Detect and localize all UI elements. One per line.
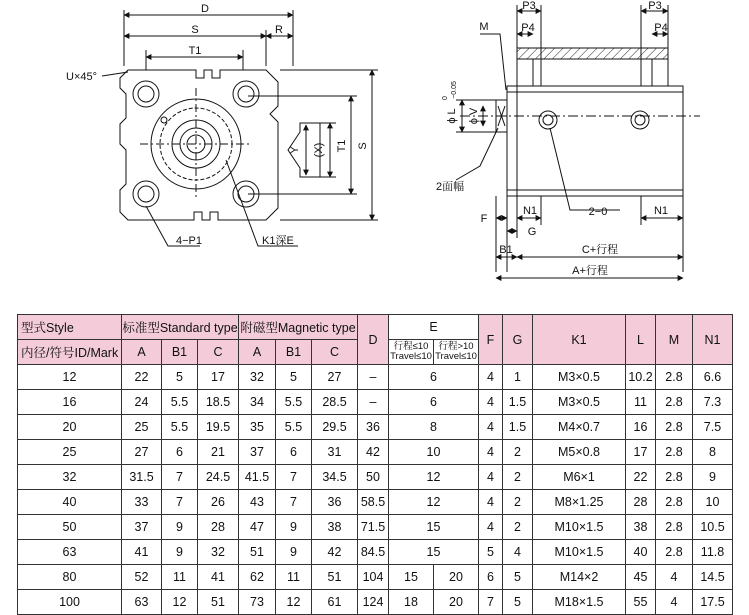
cell-mb1: 11 (276, 565, 312, 590)
header-m: M (656, 315, 693, 365)
cell-m: 4 (656, 590, 693, 615)
cell-k1: M6×1 (533, 465, 626, 490)
cell-a: 24 (122, 390, 162, 415)
cell-e1: 15 (389, 565, 434, 590)
cell-g: 2 (503, 515, 533, 540)
cell-g: 5 (503, 565, 533, 590)
table-body (18, 365, 733, 615)
cell-c: 24.5 (198, 465, 239, 490)
cell-e: 12 (389, 490, 479, 515)
cell-mb1: 7 (276, 465, 312, 490)
header-d: D (358, 315, 389, 365)
cell-g: 2 (503, 440, 533, 465)
cell-b1: 9 (162, 515, 198, 540)
dim-f: F (480, 213, 488, 225)
cell-m: 2.8 (656, 490, 693, 515)
cell-bore: 12 (18, 365, 122, 390)
dim-p3-left: P3 (522, 0, 536, 12)
table-row (18, 365, 733, 390)
dim-phi-l: ϕ L (446, 108, 458, 124)
header-l: L (626, 315, 656, 365)
cell-mc: 42 (312, 540, 358, 565)
cell-n1: 8 (693, 440, 733, 465)
header-e2-line1: 行程>10 (438, 341, 474, 352)
cell-b1: 6 (162, 440, 198, 465)
side-view (456, 5, 700, 278)
cell-l: 11 (626, 390, 656, 415)
cell-b1: 5.5 (162, 390, 198, 415)
cell-l: 45 (626, 565, 656, 590)
cell-g: 2 (503, 465, 533, 490)
cell-d: 58.5 (358, 490, 389, 515)
table-row (18, 490, 733, 515)
cell-m: 4 (656, 565, 693, 590)
cell-ma: 32 (239, 365, 276, 390)
header-mag-b1: B1 (276, 340, 312, 365)
cell-c: 19.5 (198, 415, 239, 440)
cell-ma: 43 (239, 490, 276, 515)
cell-mb1: 7 (276, 490, 312, 515)
dim-p4-right: P4 (654, 22, 668, 34)
cell-mc: 28.5 (312, 390, 358, 415)
cell-ma: 34 (239, 390, 276, 415)
header-mag-a: A (239, 340, 276, 365)
dim-n1-right: N1 (653, 205, 669, 217)
header-row-1 (18, 315, 733, 340)
cell-c: 41 (198, 565, 239, 590)
dim-n1-left: N1 (522, 205, 538, 217)
cell-d: 36 (358, 415, 389, 440)
table-row (18, 515, 733, 540)
cell-f: 4 (479, 365, 503, 390)
cell-mc: 27 (312, 365, 358, 390)
cell-d: 50 (358, 465, 389, 490)
cell-mb1: 6 (276, 440, 312, 465)
cell-f: 7 (479, 590, 503, 615)
cell-g: 5 (503, 590, 533, 615)
header-e1-line1: 行程≤10 (393, 341, 429, 352)
cell-m: 2.8 (656, 390, 693, 415)
table-row (18, 390, 733, 415)
cell-g: 4 (503, 540, 533, 565)
cell-n1: 7.5 (693, 415, 733, 440)
cell-a: 41 (122, 540, 162, 565)
header-style: 型式Style (18, 315, 122, 340)
cell-e2: 20 (434, 590, 479, 615)
cell-a: 37 (122, 515, 162, 540)
cell-f: 4 (479, 515, 503, 540)
cell-k1: M18×1.5 (533, 590, 626, 615)
cell-mb1: 5.5 (276, 390, 312, 415)
cell-c: 21 (198, 440, 239, 465)
cell-bore: 32 (18, 465, 122, 490)
cell-mc: 31 (312, 440, 358, 465)
cell-e1: 18 (389, 590, 434, 615)
header-e-stroke-gt-10 (434, 340, 479, 365)
dim-a-stroke: A+行程 (572, 265, 608, 277)
table-row (18, 415, 733, 440)
label-two-flats: 2面幅 (436, 181, 465, 193)
dim-p4-left: P4 (521, 22, 535, 34)
cell-k1: M3×0.5 (533, 365, 626, 390)
cell-m: 2.8 (656, 515, 693, 540)
header-c: C (198, 340, 239, 365)
cell-e: 15 (389, 540, 479, 565)
label-4-p1: 4−P1 (176, 235, 202, 247)
dim-p3-right: P3 (648, 0, 662, 12)
cell-ma: 73 (239, 590, 276, 615)
cell-e2: 20 (434, 565, 479, 590)
cell-l: 10.2 (626, 365, 656, 390)
cell-mc: 61 (312, 590, 358, 615)
dim-x: (X) (313, 142, 325, 158)
cell-bore: 20 (18, 415, 122, 440)
cell-bore: 16 (18, 390, 122, 415)
cell-b1: 9 (162, 540, 198, 565)
cell-e: 6 (389, 365, 479, 390)
cell-c: 17 (198, 365, 239, 390)
cell-e: 6 (389, 390, 479, 415)
dim-s-side: S (357, 142, 369, 150)
dim-t1-side: T1 (336, 139, 348, 153)
cell-mc: 36 (312, 490, 358, 515)
dim-c-stroke: C+行程 (581, 244, 619, 256)
front-view-labels (66, 3, 369, 247)
cell-b1: 11 (162, 565, 198, 590)
cell-n1: 14.5 (693, 565, 733, 590)
header-e: E (389, 315, 479, 340)
cell-g: 1.5 (503, 415, 533, 440)
cell-n1: 11.8 (693, 540, 733, 565)
cell-f: 4 (479, 490, 503, 515)
cell-bore: 25 (18, 440, 122, 465)
cell-c: 32 (198, 540, 239, 565)
cell-m: 2.8 (656, 365, 693, 390)
cell-d: 71.5 (358, 515, 389, 540)
cell-b1: 7 (162, 490, 198, 515)
cell-l: 55 (626, 590, 656, 615)
cell-ma: 62 (239, 565, 276, 590)
cell-mb1: 9 (276, 515, 312, 540)
cell-e: 12 (389, 465, 479, 490)
dim-y: Y (289, 146, 301, 154)
header-n1: N1 (693, 315, 733, 365)
cell-bore: 50 (18, 515, 122, 540)
cell-bore: 80 (18, 565, 122, 590)
cell-c: 51 (198, 590, 239, 615)
cell-f: 5 (479, 540, 503, 565)
header-e-stroke-le-10 (389, 340, 434, 365)
cell-k1: M10×1.5 (533, 515, 626, 540)
cell-d: 42 (358, 440, 389, 465)
dim-phi-v: ϕ V (468, 107, 480, 125)
cell-f: 4 (479, 440, 503, 465)
label-u45: U×45° (66, 71, 98, 83)
dim-t1-top: T1 (188, 45, 202, 57)
table-row (18, 440, 733, 465)
header-e2-line2: Travel≤10 (435, 351, 477, 362)
header-g: G (503, 315, 533, 365)
cell-k1: M14×2 (533, 565, 626, 590)
cell-a: 33 (122, 490, 162, 515)
cell-l: 38 (626, 515, 656, 540)
table-row (18, 565, 733, 590)
cell-l: 22 (626, 465, 656, 490)
cell-n1: 6.6 (693, 365, 733, 390)
cell-mb1: 9 (276, 540, 312, 565)
header-bore: 内径/符号ID/Mark (18, 340, 122, 365)
cell-f: 4 (479, 465, 503, 490)
dim-d: D (201, 3, 209, 15)
dim-m: M (479, 21, 489, 33)
cell-e: 10 (389, 440, 479, 465)
dim-s-top: S (191, 24, 199, 36)
cell-a: 22 (122, 365, 162, 390)
header-a: A (122, 340, 162, 365)
table-row (18, 590, 733, 615)
cell-l: 40 (626, 540, 656, 565)
cell-n1: 17.5 (693, 590, 733, 615)
cell-mb1: 5 (276, 365, 312, 390)
header-e1-line2: Travel≤10 (390, 351, 432, 362)
header-magnetic-type: 附磁型Magnetic type (239, 315, 358, 340)
cell-f: 4 (479, 390, 503, 415)
front-view (102, 10, 378, 246)
cell-a: 27 (122, 440, 162, 465)
header-standard-type: 标准型Standard type (122, 315, 239, 340)
cell-mc: 34.5 (312, 465, 358, 490)
header-f: F (479, 315, 503, 365)
cell-ma: 35 (239, 415, 276, 440)
header-k1: K1 (533, 315, 626, 365)
table-row (18, 465, 733, 490)
header-mag-c: C (312, 340, 358, 365)
table-row (18, 540, 733, 565)
cell-m: 2.8 (656, 415, 693, 440)
label-2-0: 2−0 (588, 206, 608, 218)
cell-b1: 12 (162, 590, 198, 615)
cell-g: 1 (503, 365, 533, 390)
cell-c: 18.5 (198, 390, 239, 415)
cell-a: 31.5 (122, 465, 162, 490)
cell-bore: 40 (18, 490, 122, 515)
cell-f: 4 (479, 415, 503, 440)
cell-mc: 38 (312, 515, 358, 540)
cell-a: 63 (122, 590, 162, 615)
cell-mc: 29.5 (312, 415, 358, 440)
cell-d: – (358, 390, 389, 415)
cell-a: 25 (122, 415, 162, 440)
cell-l: 16 (626, 415, 656, 440)
spec-table (17, 314, 733, 615)
cell-c: 28 (198, 515, 239, 540)
cell-bore: 100 (18, 590, 122, 615)
cell-n1: 9 (693, 465, 733, 490)
cell-c: 26 (198, 490, 239, 515)
dim-b1: B1 (499, 244, 513, 256)
cell-k1: M4×0.7 (533, 415, 626, 440)
cell-b1: 7 (162, 465, 198, 490)
cell-k1: M5×0.8 (533, 440, 626, 465)
cell-g: 1.5 (503, 390, 533, 415)
cell-f: 6 (479, 565, 503, 590)
dim-g: G (527, 226, 537, 238)
cell-d: 84.5 (358, 540, 389, 565)
cell-mb1: 12 (276, 590, 312, 615)
cell-g: 2 (503, 490, 533, 515)
cell-bore: 63 (18, 540, 122, 565)
cell-m: 2.8 (656, 540, 693, 565)
cell-ma: 47 (239, 515, 276, 540)
cell-ma: 51 (239, 540, 276, 565)
tol-top: 0 (442, 96, 449, 100)
cell-k1: M3×0.5 (533, 390, 626, 415)
cell-n1: 10 (693, 490, 733, 515)
cell-d: – (358, 365, 389, 390)
header-b1: B1 (162, 340, 198, 365)
cell-e: 8 (389, 415, 479, 440)
cell-mc: 51 (312, 565, 358, 590)
cell-n1: 10.5 (693, 515, 733, 540)
cell-m: 2.8 (656, 465, 693, 490)
dim-r: R (275, 24, 283, 36)
cell-e: 15 (389, 515, 479, 540)
cell-d: 124 (358, 590, 389, 615)
cell-k1: M8×1.25 (533, 490, 626, 515)
cell-ma: 41.5 (239, 465, 276, 490)
cell-m: 2.8 (656, 440, 693, 465)
cell-ma: 37 (239, 440, 276, 465)
cell-b1: 5.5 (162, 415, 198, 440)
cell-a: 52 (122, 565, 162, 590)
cell-l: 28 (626, 490, 656, 515)
cell-mb1: 5.5 (276, 415, 312, 440)
tol-bottom: −0.05 (451, 81, 458, 99)
cell-b1: 5 (162, 365, 198, 390)
cell-k1: M10×1.5 (533, 540, 626, 565)
label-k1-depth-e: K1深E (262, 235, 294, 247)
cell-l: 17 (626, 440, 656, 465)
cell-n1: 7.3 (693, 390, 733, 415)
cell-d: 104 (358, 565, 389, 590)
